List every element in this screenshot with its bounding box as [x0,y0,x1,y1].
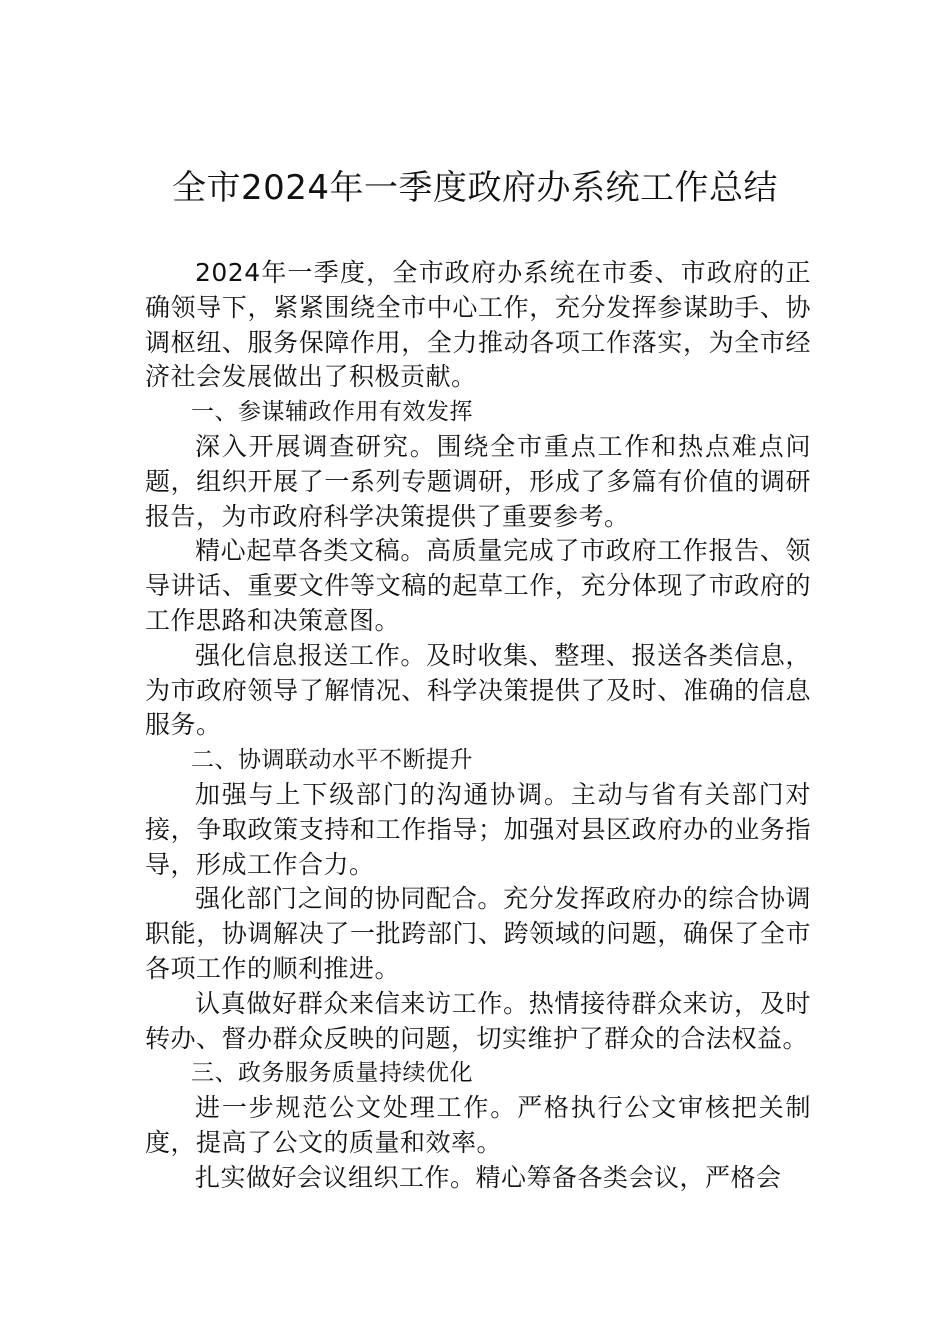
section-2-paragraph-1: 加强与上下级部门的沟通协调。主动与省有关部门对接，争取政策支持和工作指导；加强对县区政府办的业务指导，形成工作合力。 [145,779,811,879]
section-1-paragraph-1: 深入开展调查研究。围绕全市重点工作和热点难点问题，组织开展了一系列专题调研，形成了多篇有价值的调研报告，为市政府科学决策提供了重要参考。 [145,431,811,531]
section-2-paragraph-3: 认真做好群众来信来访工作。热情接待群众来访，及时转办、督办群众反映的问题，切实维护了群众的合法权益。 [145,988,811,1053]
section-3-paragraph-2: 扎实做好会议组织工作。精心筹备各类会议，严格会 [195,1162,782,1192]
section-heading-3: 三、政务服务质量持续优化 [191,1060,473,1087]
section-2-paragraph-2: 强化部门之间的协同配合。充分发挥政府办的综合协调职能，协调解决了一批跨部门、跨领域的问题，确保了全市各项工作的顺利推进。 [145,884,811,983]
section-3-paragraph-1: 进一步规范公文处理工作。严格执行公文审核把关制度，提高了公文的质量和效率。 [145,1093,811,1157]
document-title: 全市2024年一季度政府办系统工作总结 [171,168,779,208]
section-1-paragraph-2: 精心起草各类文稿。高质量完成了市政府工作报告、领导讲话、重要文件等文稿的起草工作，充分体现了市政府的工作思路和决策意图。 [145,536,811,635]
intro-paragraph: 2024年一季度，全市政府办系统在市委、市政府的正确领导下，紧紧围绕全市中心工作，充分发挥参谋助手、协调枢纽、服务保障作用，全力推动各项工作落实，为全市经济社会发展做出了积极贡献。 [145,258,811,392]
section-heading-1: 一、参谋辅政作用有效发挥 [191,399,473,426]
section-heading-2: 二、协调联动水平不断提升 [191,747,473,774]
section-1-paragraph-3: 强化信息报送工作。及时收集、整理、报送各类信息，为市政府领导了解情况、科学决策提供了及时、准确的信息服务。 [145,640,811,740]
document-body [145,256,811,1196]
